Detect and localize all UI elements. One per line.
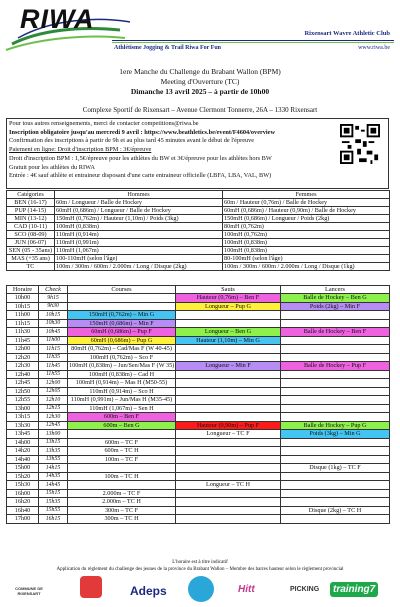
time-cell: 15h00 [7, 464, 39, 473]
column-header: Hommes [55, 191, 223, 199]
check-cell: 10h30 [39, 319, 68, 328]
table-row [7, 438, 390, 447]
sponsor-hitt: Hitt [238, 584, 255, 595]
course-cell: 300m – TC H [68, 515, 176, 524]
jump-cell: Longueur – Min F [176, 362, 281, 371]
check-cell: 14h35 [39, 472, 68, 481]
throw-cell: Poids (3kg) – Min G [281, 430, 390, 439]
table-row [7, 263, 390, 271]
throw-cell [281, 489, 390, 498]
throw-cell [281, 481, 390, 490]
throw-cell [281, 438, 390, 447]
check-cell: 13h55 [39, 455, 68, 464]
time-cell: 12h45 [7, 379, 39, 388]
check-cell: 9h15 [39, 294, 68, 303]
table-row [7, 370, 390, 379]
jump-cell [176, 506, 281, 515]
jump-cell: Hauteur (1,10m) – Min G [176, 336, 281, 345]
jump-cell [176, 345, 281, 354]
check-cell: 9h30 [39, 302, 68, 311]
check-cell: 15h35 [39, 498, 68, 507]
jump-cell [176, 472, 281, 481]
throw-cell [281, 345, 390, 354]
check-cell: 13h35 [39, 447, 68, 456]
header [0, 0, 400, 56]
time-cell: 11h45 [7, 336, 39, 345]
event-cell: 150mH (0,686m) / Longueur / Poids (2kg) [223, 215, 390, 223]
table-row [7, 421, 390, 430]
course-cell: 60mH (0,686m) – Pup F [68, 328, 176, 337]
throw-cell [281, 396, 390, 405]
event-cell: 60m / Longueur / Balle de Hockey [55, 199, 223, 207]
sponsor-logos [0, 576, 400, 606]
category-cell: SEN (05 - 35ans) [7, 247, 55, 255]
check-cell: 12h15 [39, 404, 68, 413]
column-header: Check [39, 286, 68, 294]
course-cell [68, 302, 176, 311]
club-tagline: Athlétisme Jogging & Trail Riwa For Fun [114, 45, 221, 51]
time-cell: 16h20 [7, 498, 39, 507]
check-cell: 11h45 [39, 362, 68, 371]
course-cell: 600m – TC H [68, 447, 176, 456]
time-cell: 10h00 [7, 294, 39, 303]
throw-cell: Balle de Hockey – Ben F [281, 328, 390, 337]
category-cell: BEN (16-17) [7, 199, 55, 207]
course-cell [68, 294, 176, 303]
time-cell: 16h00 [7, 489, 39, 498]
throw-cell: Disque (2kg) – TC H [281, 506, 390, 515]
category-cell: MAS (+35 ans) [7, 255, 55, 263]
club-website: www.riwa.be [358, 45, 390, 51]
time-cell: 12h55 [7, 396, 39, 405]
column-header: Catégories [7, 191, 55, 199]
throw-cell [281, 515, 390, 524]
jump-cell [176, 396, 281, 405]
table-row [7, 404, 390, 413]
table-row [7, 199, 390, 207]
time-cell: 11h15 [7, 319, 39, 328]
course-cell: 110mH (0,991m) – Jun/Mas H (M35-45) [68, 396, 176, 405]
time-cell: 14h40 [7, 455, 39, 464]
table-row [7, 481, 390, 490]
time-cell: 12h30 [7, 362, 39, 371]
info-line: Droit d'inscription BPM : 1,5€/épreuve pour les athlètes du BW et 3€/épreuve pour les athlètes hors BW [9, 154, 272, 162]
footnote-schedule: L'horaire est à titre indicatif [172, 560, 228, 565]
jump-cell [176, 447, 281, 456]
check-cell: 13h00 [39, 430, 68, 439]
throw-cell [281, 336, 390, 345]
event-title [0, 67, 400, 97]
column-header: Sauts [176, 286, 281, 294]
event-cell: 80mH (0,762m) [223, 223, 390, 231]
jump-cell: Hauteur (0,90m) – Pup F [176, 421, 281, 430]
throw-cell [281, 413, 390, 422]
course-cell: 300m – TC F [68, 506, 176, 515]
table-header-row [7, 191, 390, 199]
category-cell: MIN (13-12) [7, 215, 55, 223]
category-cell: JUN (06-07) [7, 239, 55, 247]
course-cell: 100mH (0,838m) – Jun/Sen/Mas F (W 35) [69, 362, 175, 370]
table-row [7, 498, 390, 507]
table-row [7, 223, 390, 231]
table-row [7, 345, 390, 354]
info-line: Paiement en ligne: Droit d'inscription BPM : 3€/épreuve [9, 146, 152, 154]
time-cell: 13h30 [7, 421, 39, 430]
throw-cell [281, 387, 390, 396]
event-cell: 100mH (0,838m) [223, 239, 390, 247]
time-cell: 14h20 [7, 447, 39, 456]
check-cell: 14h15 [39, 464, 68, 473]
sponsor-picking: PICKING [290, 586, 320, 593]
time-cell: 14h00 [7, 438, 39, 447]
jump-cell: Longueur – TC F [176, 430, 281, 439]
event-cell: 100mH (0,838m) [55, 223, 223, 231]
category-cell: CAD (10-11) [7, 223, 55, 231]
time-cell: 13h15 [7, 413, 39, 422]
event-cell: 100m / 300m / 600m / 2.000m / Long / Disque (2kg) [55, 263, 223, 271]
check-cell: 12h45 [39, 421, 68, 430]
jump-cell: Longueur – TC H [176, 481, 281, 490]
throw-cell: Disque (1kg) – TC F [281, 464, 390, 473]
throw-cell: Balle de Hockey – Pup G [281, 421, 390, 430]
check-cell: 12h10 [39, 396, 68, 405]
event-cell: 150mH (0,762m) / Hauteur (1,10m) / Poids (3kg) [55, 215, 223, 223]
time-cell: 12h50 [7, 387, 39, 396]
category-cell: PUP (14-15) [7, 207, 55, 215]
course-cell: 80mH (0,762m) – Cad/Mas F (W 40-45) [68, 345, 176, 354]
check-cell: 14h45 [39, 481, 68, 490]
time-cell: 11h30 [7, 328, 39, 337]
time-cell: 16h40 [7, 506, 39, 515]
info-line: Pour tous autres renseignements, merci de contacter competitions@riwa.be [9, 120, 199, 127]
course-cell: 2.000m – TC F [68, 489, 176, 498]
jump-cell [176, 515, 281, 524]
time-cell: 12h00 [7, 345, 39, 354]
check-cell: 11h15 [39, 345, 68, 354]
event-title-line3: Dimanche 13 avril 2025 – à partir de 10h00 [130, 87, 270, 96]
throw-cell [281, 319, 390, 328]
course-cell: 150mH (0,686m) – Min F [68, 319, 176, 328]
info-line: Confirmation des inscriptions à partir de 9h et au plus tard 45 minutes avant le début de l'épreuve [9, 137, 255, 145]
course-cell: 60mH (0,686m) – Pup G [68, 336, 176, 345]
table-row [7, 472, 390, 481]
course-cell [68, 430, 176, 439]
sponsor-adeps: Adeps [130, 584, 167, 598]
table-row [7, 319, 390, 328]
throw-cell: Balle de Hockey – Ben G [281, 294, 390, 303]
jump-cell: Hauteur (0,76m) – Ben F [176, 294, 281, 303]
time-cell: 11h00 [7, 311, 39, 320]
table-row [7, 455, 390, 464]
column-header: Lancers [281, 286, 390, 294]
table-row [7, 294, 390, 303]
check-cell: 11h55 [39, 370, 68, 379]
time-cell: 17h00 [7, 515, 39, 524]
time-cell: 15h30 [7, 481, 39, 490]
event-title-line2: Meeting d'Ouverture (TC) [160, 77, 240, 86]
event-cell: 60m / Hauteur (0,76m) / Balle de Hockey [223, 199, 390, 207]
jump-cell [176, 353, 281, 362]
sponsor-training7: training7 [330, 582, 378, 597]
throw-cell [281, 404, 390, 413]
table-row [7, 239, 390, 247]
table-row [7, 464, 390, 473]
table-row [7, 247, 390, 255]
table-row [7, 413, 390, 422]
table-row [7, 311, 390, 320]
time-cell: 13h00 [7, 404, 39, 413]
course-cell: 600m – TC F [68, 438, 176, 447]
table-header-row [7, 286, 390, 294]
header-divider-green [112, 42, 394, 43]
categories-table [6, 190, 390, 271]
throw-cell [281, 455, 390, 464]
throw-cell [281, 353, 390, 362]
jump-cell [176, 319, 281, 328]
time-cell: 15h20 [7, 472, 39, 481]
column-header: Femmes [223, 191, 390, 199]
check-cell: 12h00 [39, 379, 68, 388]
table-row [7, 336, 390, 345]
throw-cell [281, 311, 390, 320]
throw-cell [281, 379, 390, 388]
course-cell: 100mH (0,914m) – Mas H (M50-55) [68, 379, 176, 388]
column-header: Horaire [7, 286, 39, 294]
course-cell: 2.000m – TC H [68, 498, 176, 507]
course-cell: 600m – Ben F [68, 413, 176, 422]
jump-cell: Longueur – Ben G [176, 328, 281, 337]
throw-cell [281, 498, 390, 507]
throw-cell [281, 447, 390, 456]
event-cell: 100m / 300m / 600m / 2.000m / Long / Disque (1kg) [223, 263, 390, 271]
jump-cell [176, 370, 281, 379]
table-row [7, 379, 390, 388]
jump-cell [176, 311, 281, 320]
event-cell: 60mH (0,686m) / Hauteur (0,90m) / Balle de Hockey [223, 207, 390, 215]
course-cell: 110mH (0,914m) – Sco H [68, 387, 176, 396]
jump-cell [176, 464, 281, 473]
check-cell: 12h30 [39, 413, 68, 422]
jump-cell [176, 455, 281, 464]
course-cell [68, 464, 176, 473]
jump-cell [176, 413, 281, 422]
throw-cell: Balle de Hockey – Pup F [281, 362, 390, 371]
table-row [7, 396, 390, 405]
jump-cell [176, 489, 281, 498]
check-cell: 10h45 [39, 328, 68, 337]
check-cell: 16h15 [39, 515, 68, 524]
event-cell: 100mH (0,838m) [223, 247, 390, 255]
throw-cell: Poids (2kg) – Min F [281, 302, 390, 311]
jump-cell: Longueur – Pup G [176, 302, 281, 311]
table-row [7, 231, 390, 239]
table-row [7, 328, 390, 337]
logo: RIWA [20, 4, 95, 34]
table-row [7, 215, 390, 223]
course-cell: 100m – TC H [68, 472, 176, 481]
table-row [7, 255, 390, 263]
check-cell: 15h15 [39, 489, 68, 498]
course-cell [68, 481, 176, 490]
check-cell: 10h15 [39, 311, 68, 320]
event-cell: 110mH (0,991m) [55, 239, 223, 247]
course-cell: 100mH (0,838m) – Cad H [68, 370, 176, 379]
category-cell: TC [7, 263, 55, 271]
check-cell: 11h00 [39, 336, 68, 345]
check-cell: 11h35 [39, 353, 68, 362]
course-cell: 100m – TC F [68, 455, 176, 464]
throw-cell [281, 370, 390, 379]
table-row [7, 447, 390, 456]
category-cell: SCO (08-09) [7, 231, 55, 239]
info-line: Inscription obligatoire jusqu'au mercredi 9 avril : https://www.beathletics.be/event/F4604/overview [9, 128, 276, 136]
event-cell: 110mH (1,067m) [55, 247, 223, 255]
jump-cell [176, 404, 281, 413]
check-cell: 12h05 [39, 387, 68, 396]
info-line: Entrée : 4€ sauf athlète et entraineur disposant d'une carte entraineur officielle (LBFA, LBA, VAL, BW) [9, 172, 272, 180]
event-cell: 100mH (0,762m) [223, 231, 390, 239]
header-divider [112, 40, 394, 41]
time-cell: 12h20 [7, 353, 39, 362]
course-cell: 150mH (0,762m) – Min G [68, 311, 176, 320]
event-venue: Complexe Sportif de Rixensart – Avenue Clermont Tonnerre, 26A – 1330 Rixensart [82, 106, 318, 114]
throw-cell [281, 472, 390, 481]
table-row [7, 362, 390, 371]
table-row [7, 302, 390, 311]
event-cell: 110mH (0,914m) [55, 231, 223, 239]
table-row [7, 387, 390, 396]
event-cell: 100-110mH (selon l'âge) [55, 255, 223, 263]
event-title-line1: 1ere Manche du Challenge du Brabant Wallon (BPM) [119, 67, 281, 76]
jump-cell [176, 498, 281, 507]
table-row [7, 207, 390, 215]
event-cell: 60mH (0,686m) / Longueur / Balle de Hockey [55, 207, 223, 215]
table-row [7, 515, 390, 524]
qr-code-icon[interactable] [340, 124, 380, 164]
table-row [7, 430, 390, 439]
check-cell: 15h55 [39, 506, 68, 515]
info-box [6, 118, 389, 189]
jump-cell [176, 379, 281, 388]
footnote-rules: Application du règlement du challenge des jeunes de la province du Brabant Wallon – Membre des barres hauteur selon le règlement provincial [56, 567, 344, 572]
time-cell: 12h40 [7, 370, 39, 379]
course-cell: 600m – Ben G [68, 421, 176, 430]
event-cell: 80-100mH (selon l'âge) [223, 255, 390, 263]
course-cell: 110mH (1,067m) – Sen H [68, 404, 176, 413]
table-row [7, 489, 390, 498]
table-row [7, 506, 390, 515]
sponsor-logo-circle [188, 576, 214, 602]
sponsor-logo-red [80, 576, 102, 598]
schedule-table [6, 285, 390, 524]
jump-cell [176, 438, 281, 447]
check-cell: 13h15 [39, 438, 68, 447]
course-cell: 100mH (0,762m) – Sco F [68, 353, 176, 362]
column-header: Courses [68, 286, 176, 294]
time-cell: 13h45 [7, 430, 39, 439]
sponsor-commune: COMMUNE DE RIXENSART [15, 586, 43, 596]
jump-cell [176, 387, 281, 396]
info-line: Gratuit pour les athlètes du RIWA [9, 163, 95, 171]
time-cell: 10h15 [7, 302, 39, 311]
table-row [7, 353, 390, 362]
club-name: Rixensart Wavre Athletic Club [304, 30, 390, 37]
